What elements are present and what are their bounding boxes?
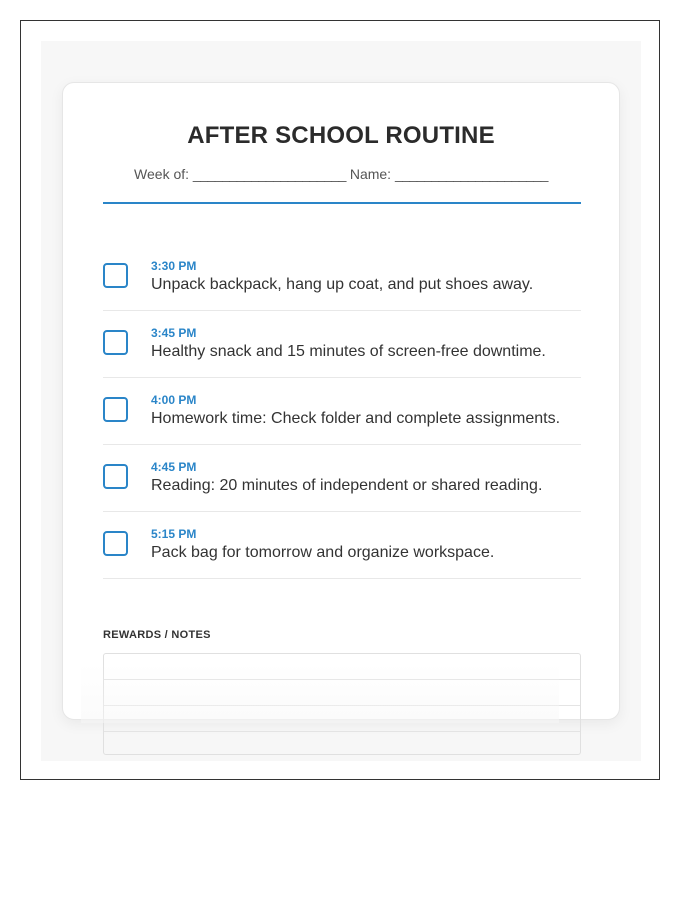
task-time: 3:30 PM — [151, 259, 197, 273]
rewards-notes-label: REWARDS / NOTES — [103, 629, 211, 641]
notes-line — [104, 680, 580, 706]
task-item — [103, 378, 581, 445]
task-item — [103, 445, 581, 512]
task-checkbox[interactable] — [103, 531, 128, 556]
header-fields — [63, 166, 619, 182]
task-checkbox[interactable] — [103, 330, 128, 355]
name-label: Name: — [349, 166, 392, 182]
header-divider — [103, 202, 581, 204]
task-description: Pack bag for tomorrow and organize workspace. — [151, 544, 495, 561]
notes-line — [104, 732, 580, 757]
page-title: AFTER SCHOOL ROUTINE — [187, 122, 495, 149]
task-checkbox[interactable] — [103, 263, 128, 288]
rewards-notes-area[interactable] — [103, 653, 581, 755]
task-description: Healthy snack and 15 minutes of screen-free downtime. — [151, 343, 546, 360]
notes-line — [104, 706, 580, 732]
task-description: Reading: 20 minutes of independent or shared reading. — [151, 477, 543, 494]
week-field[interactable]: _____________________ — [192, 166, 346, 182]
task-time: 5:15 PM — [151, 527, 197, 541]
task-item — [103, 244, 581, 311]
page-backdrop — [41, 41, 641, 761]
task-checkbox[interactable] — [103, 464, 128, 489]
task-list — [103, 244, 581, 579]
task-time: 4:00 PM — [151, 393, 197, 407]
task-description: Homework time: Check folder and complete assignments. — [151, 410, 561, 427]
routine-card — [62, 82, 620, 720]
notes-line — [104, 654, 580, 680]
task-time: 4:45 PM — [151, 460, 197, 474]
task-item — [103, 311, 581, 378]
task-time: 3:45 PM — [151, 326, 197, 340]
task-item — [103, 512, 581, 579]
name-field[interactable]: _____________________ — [394, 166, 548, 182]
task-checkbox[interactable] — [103, 397, 128, 422]
page-frame — [20, 20, 660, 780]
week-label: Week of: — [134, 166, 190, 182]
task-description: Unpack backpack, hang up coat, and put shoes away. — [151, 276, 534, 293]
